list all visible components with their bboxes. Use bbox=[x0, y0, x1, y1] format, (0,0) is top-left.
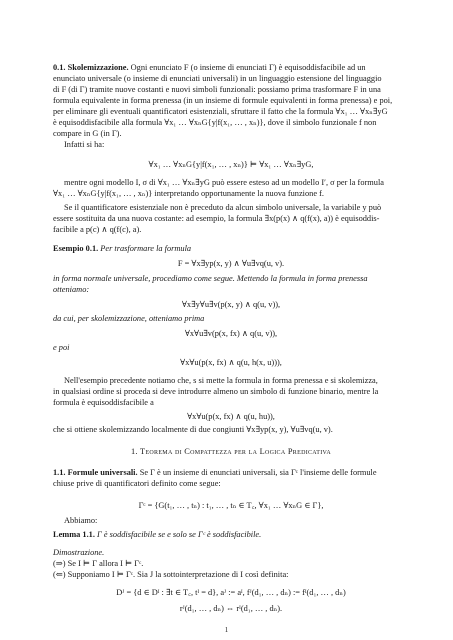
paragraph-line: per eliminare gli eventuali quantificatori esistenziali, sfruttare il fatto che la formula ∀x₁ … ∀xₙ∃yG bbox=[53, 107, 388, 116]
paragraph-line: di F (di Γ) tramite nuove costanti e nuovi simboli funzionali: possiamo prima trasformare F in una bbox=[53, 85, 381, 94]
lemma-line bbox=[53, 530, 409, 540]
paragraph-line: mentre ogni modello I, σ di ∀x₁ … ∀xₙ∃yG può essere esteso ad un modello I′, σ per la formula bbox=[64, 178, 384, 187]
display-formula: ∀x∃y∀u∃v(p(x, y) ∧ q(u, v)), bbox=[181, 300, 281, 309]
lemma-statement: Γ è soddisfacibile se e solo se Γᶜ è soddisfacibile. bbox=[97, 530, 262, 539]
section-heading: 0.1. Skolemizzazione. bbox=[53, 63, 129, 72]
display-formula: F = ∀x∃yp(x, y) ∧ ∀u∃vq(u, v). bbox=[177, 259, 285, 268]
paragraph-line: Se il quantificatore esistenziale non è preceduto da alcun simbolo universale, la variabile y può bbox=[64, 203, 382, 212]
text-span: Ogni enunciato F (o insieme di enunciati Γ) è equisoddisfacibile ad un bbox=[130, 63, 366, 72]
paragraph-line: chiuse prive di quantificatori definito come segue: bbox=[53, 479, 221, 488]
display-formula: Γᶜ = {G(t₁, … , tₙ) : t₁, … , tₙ ∈ T꜀, ∀x₁ … ∀xₙG ∈ Γ}, bbox=[138, 501, 324, 510]
lemma-heading: Lemma 1.1. bbox=[53, 530, 95, 539]
proof-label: Dimostrazione. bbox=[53, 548, 105, 557]
example-line bbox=[53, 244, 409, 254]
paragraph-line: e poi bbox=[53, 343, 70, 352]
display-formula: ∀x∀u(p(x, fx) ∧ q(u, h(x, u))), bbox=[180, 358, 282, 367]
section-paragraph-line bbox=[53, 63, 409, 73]
paragraph-line: facibile a p(c) ∧ q(f(c), a). bbox=[53, 225, 142, 234]
paragraph-line: formula è equisoddisfacibile a bbox=[53, 398, 154, 407]
paragraph-line: essere sostituita da una nuova costante: ad esempio, la formula ∃x(p(x) ∧ q(f(x), a)) è equisoddis- bbox=[53, 214, 380, 223]
paragraph-line: è equisoddisfacibile alla formula ∀x₁ … ∀xₙG{y|f(x₁, … , xₙ)}, dove il simbolo funzionale f non bbox=[53, 118, 377, 127]
paragraph-line: da cui, per skolemizzazione, otteniamo prima bbox=[53, 314, 205, 323]
text-span: Se Γ è un insieme di enunciati universali, sia Γᶜ l'insieme delle formule bbox=[139, 468, 377, 477]
paragraph-line: che si ottiene skolemizzando localmente di due congiunti ∀x∃yp(x, y), ∀u∃vq(u, v). bbox=[53, 425, 333, 434]
paragraph-line: enunciato universale (o insieme di enunciati universali) in un linguaggio estensione del linguaggio bbox=[53, 74, 382, 83]
section-paragraph-line bbox=[53, 468, 409, 478]
display-formula: ∀x∀u∃v(p(x, fx) ∧ q(u, v)), bbox=[184, 329, 278, 338]
display-formula: Dᴶ = {d ∈ Dᴵ : ∃t ∈ T꜀, tᴵ = d}, aᴶ := aᴵ, fᴶ(d₁, … , dₙ) := fᴵ(d₁, … , dₙ) bbox=[116, 588, 346, 597]
display-formula: ∀x∀u(p(x, fx) ∧ q(u, hu)), bbox=[187, 412, 275, 421]
example-heading: Esempio 0.1. bbox=[53, 244, 99, 253]
page-number: 1 bbox=[224, 626, 229, 634]
paragraph-line: formula equivalente in forma prenessa (in un insieme di formule equivalenti in forma prenessa) e poi, bbox=[53, 96, 393, 105]
display-formula: ∀x₁ … ∀xₙG{y|f(x₁, … , xₙ)} ⊨ ∀x₁ … ∀xₙ∃yG, bbox=[148, 160, 314, 169]
paragraph-line: in forma normale universale, procediamo come segue. Mettendo la formula in forma prenessa bbox=[53, 274, 368, 283]
text-span: Per trasformare la formula bbox=[100, 244, 192, 253]
proof-line: (⇒) Se I ⊨ Γ allora I ⊨ Γᶜ. bbox=[53, 559, 144, 568]
paragraph-line: ∀x₁ … ∀xₙG{y|f(x₁, … , xₙ)} interpretando opportunamente la nuova funzione f. bbox=[53, 189, 324, 198]
paragraph-line: Infatti si ha: bbox=[64, 140, 105, 149]
display-formula: rᴶ(d₁, … , dₙ) ⇔ rᴵ(d₁, … , dₙ). bbox=[179, 604, 283, 613]
paragraph-line: Abbiamo: bbox=[64, 516, 98, 525]
paragraph-line: otteniamo: bbox=[53, 285, 90, 294]
paragraph-line: in qualsiasi ordine si proceda si deve introdurre almeno un simbolo di funzione binario, mentre la bbox=[53, 387, 379, 396]
proof-label-line bbox=[53, 548, 409, 558]
subsection-heading: 1.1. Formule universali. bbox=[53, 468, 138, 477]
paragraph-line: Nell'esempio precedente notiamo che, s si mette la formula in forma prenessa e si skolemizza, bbox=[64, 376, 378, 385]
proof-line: (⇐) Supponiamo I ⊨ Γᶜ. Sia J la sottointerpretazione di I così definita: bbox=[53, 570, 289, 579]
section-title: 1. Teorema di Compattezza per la Logica Predicativa bbox=[130, 447, 332, 456]
paragraph-line: compare in G (in Γ). bbox=[53, 129, 122, 138]
